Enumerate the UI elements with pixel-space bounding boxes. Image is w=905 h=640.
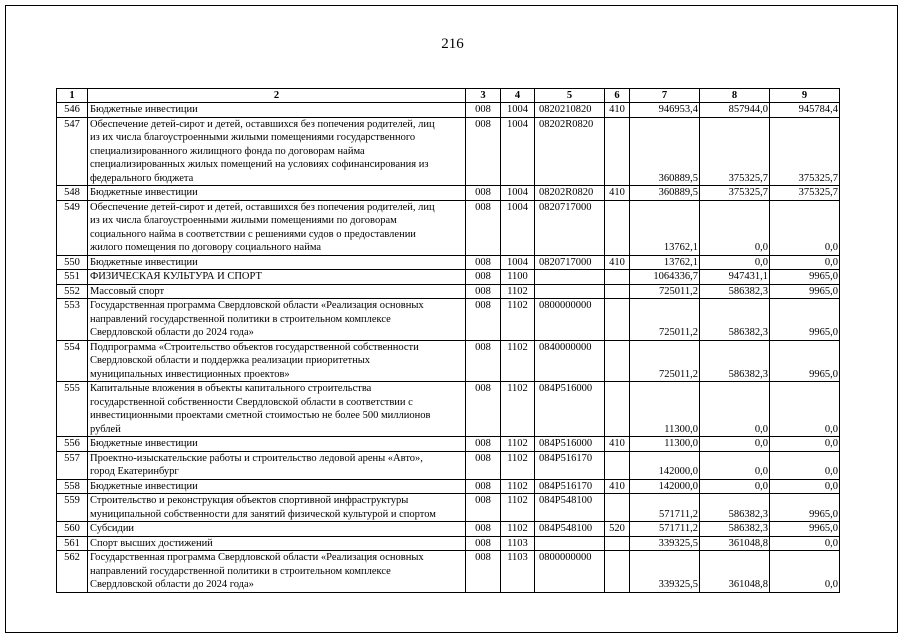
target-code-cell: 0820717000 bbox=[535, 255, 605, 270]
description-line: Спорт высших достижений bbox=[90, 537, 213, 549]
expense-type-cell bbox=[605, 299, 630, 341]
description-line: Строительство и реконструкция объектов спортивной инфраструктуры bbox=[90, 495, 409, 506]
description-cell bbox=[88, 551, 466, 593]
description-line: направлений государственной политики в строительном комплексе bbox=[90, 313, 391, 325]
ministry-code-cell: 008 bbox=[466, 270, 501, 285]
target-code-cell: 084P548100 bbox=[535, 522, 605, 537]
description-line: Капитальные вложения в объекты капитального строительства bbox=[90, 383, 372, 394]
amount-col7-cell: 142000,0 bbox=[630, 451, 700, 479]
ministry-code-cell: 008 bbox=[466, 382, 501, 437]
ministry-code-cell: 008 bbox=[466, 551, 501, 593]
row-number-cell: 556 bbox=[57, 437, 88, 452]
table-row bbox=[57, 117, 840, 186]
expense-type-cell bbox=[605, 494, 630, 522]
amount-col9-cell: 9965,0 bbox=[770, 522, 840, 537]
row-number-cell: 558 bbox=[57, 479, 88, 494]
amount-col8-cell: 586382,3 bbox=[700, 340, 770, 382]
target-code-cell: 08202R0820 bbox=[535, 117, 605, 186]
amount-col7-cell: 360889,5 bbox=[630, 186, 700, 201]
row-number-cell: 554 bbox=[57, 340, 88, 382]
description-line: Бюджетные инвестиции bbox=[90, 187, 198, 198]
description-line: федерального бюджета bbox=[90, 172, 194, 184]
expense-type-cell: 410 bbox=[605, 186, 630, 201]
ministry-code-cell: 008 bbox=[466, 284, 501, 299]
description-line: Бюджетные инвестиции bbox=[90, 256, 198, 268]
expense-type-cell bbox=[605, 451, 630, 479]
row-number-cell: 549 bbox=[57, 200, 88, 255]
description-line: Бюджетные инвестиции bbox=[90, 438, 198, 449]
description-line: рублей bbox=[90, 423, 121, 435]
amount-col9-cell: 9965,0 bbox=[770, 270, 840, 285]
target-code-cell bbox=[535, 270, 605, 285]
target-code-cell: 0800000000 bbox=[535, 299, 605, 341]
table-row bbox=[57, 284, 840, 299]
row-number-cell: 559 bbox=[57, 494, 88, 522]
expense-type-cell bbox=[605, 284, 630, 299]
amount-col9-cell: 0,0 bbox=[770, 437, 840, 452]
amount-col7-cell: 1064336,7 bbox=[630, 270, 700, 285]
amount-col7-cell: 339325,5 bbox=[630, 551, 700, 593]
section-code-cell: 1103 bbox=[501, 536, 535, 551]
amount-col9-cell: 375325,7 bbox=[770, 117, 840, 186]
target-code-cell: 0840000000 bbox=[535, 340, 605, 382]
description-line: муниципальных инвестиционных проектов» bbox=[90, 368, 290, 380]
description-cell bbox=[88, 382, 466, 437]
amount-col7-cell: 13762,1 bbox=[630, 255, 700, 270]
description-cell bbox=[88, 522, 466, 537]
expense-type-cell bbox=[605, 117, 630, 186]
expense-type-cell: 410 bbox=[605, 437, 630, 452]
description-line: из их числа благоустроенными жилыми помещениями государственного bbox=[90, 132, 416, 143]
amount-col8-cell: 857944,0 bbox=[700, 103, 770, 118]
section-code-cell: 1004 bbox=[501, 117, 535, 186]
amount-col7-cell: 13762,1 bbox=[630, 200, 700, 255]
description-cell bbox=[88, 299, 466, 341]
amount-col7-cell: 571711,2 bbox=[630, 522, 700, 537]
target-code-cell bbox=[535, 284, 605, 299]
description-line: Подпрограмма «Строительство объектов государственной собственности bbox=[90, 341, 419, 353]
table-row bbox=[57, 200, 840, 255]
target-code-cell: 084P516000 bbox=[535, 437, 605, 452]
amount-col8-cell: 375325,7 bbox=[700, 117, 770, 186]
target-code-cell: 084P516000 bbox=[535, 382, 605, 437]
header-cell: 9 bbox=[770, 89, 840, 103]
header-cell: 1 bbox=[57, 89, 88, 103]
table-row bbox=[57, 340, 840, 382]
description-cell bbox=[88, 494, 466, 522]
amount-col9-cell: 0,0 bbox=[770, 479, 840, 494]
header-cell: 7 bbox=[630, 89, 700, 103]
description-line: специализированных жилых помещений на условиях софинансирования из bbox=[90, 159, 429, 170]
expense-type-cell bbox=[605, 270, 630, 285]
page-number: 216 bbox=[441, 36, 464, 52]
amount-col7-cell: 571711,2 bbox=[630, 494, 700, 522]
header-cell: 5 bbox=[535, 89, 605, 103]
description-cell bbox=[88, 270, 466, 285]
expense-type-cell: 410 bbox=[605, 479, 630, 494]
description-line: Бюджетные инвестиции bbox=[90, 104, 198, 115]
target-code-cell: 084P516170 bbox=[535, 479, 605, 494]
row-number-cell: 550 bbox=[57, 255, 88, 270]
amount-col8-cell: 361048,8 bbox=[700, 551, 770, 593]
description-line: Государственная программа Свердловской области «Реализация основных bbox=[90, 300, 424, 311]
expense-type-cell bbox=[605, 382, 630, 437]
amount-col7-cell: 339325,5 bbox=[630, 536, 700, 551]
target-code-cell: 08202R0820 bbox=[535, 186, 605, 201]
amount-col7-cell: 142000,0 bbox=[630, 479, 700, 494]
description-cell bbox=[88, 103, 466, 118]
expense-type-cell bbox=[605, 340, 630, 382]
section-code-cell: 1102 bbox=[501, 284, 535, 299]
section-code-cell: 1102 bbox=[501, 522, 535, 537]
amount-col8-cell: 0,0 bbox=[700, 451, 770, 479]
header-cell: 2 bbox=[88, 89, 466, 103]
amount-col8-cell: 361048,8 bbox=[700, 536, 770, 551]
target-code-cell bbox=[535, 536, 605, 551]
description-line: из их числа благоустроенными жилыми помещениями по договорам bbox=[90, 215, 397, 226]
target-code-cell: 084P516170 bbox=[535, 451, 605, 479]
ministry-code-cell: 008 bbox=[466, 479, 501, 494]
expense-type-cell: 410 bbox=[605, 103, 630, 118]
description-line: жилого помещения по договору социального найма bbox=[90, 242, 322, 253]
amount-col7-cell: 725011,2 bbox=[630, 299, 700, 341]
row-number-cell: 560 bbox=[57, 522, 88, 537]
description-cell bbox=[88, 284, 466, 299]
row-number-cell: 561 bbox=[57, 536, 88, 551]
section-code-cell: 1102 bbox=[501, 340, 535, 382]
description-line: направлений государственной политики в строительном комплексе bbox=[90, 565, 391, 577]
amount-col7-cell: 360889,5 bbox=[630, 117, 700, 186]
amount-col9-cell: 375325,7 bbox=[770, 186, 840, 201]
row-number-cell: 548 bbox=[57, 186, 88, 201]
table-row bbox=[57, 551, 840, 593]
table-row bbox=[57, 255, 840, 270]
section-code-cell: 1004 bbox=[501, 255, 535, 270]
section-code-cell: 1102 bbox=[501, 299, 535, 341]
table-row bbox=[57, 103, 840, 118]
table-row bbox=[57, 186, 840, 201]
table-row bbox=[57, 299, 840, 341]
amount-col7-cell: 11300,0 bbox=[630, 382, 700, 437]
header-cell: 3 bbox=[466, 89, 501, 103]
description-cell bbox=[88, 536, 466, 551]
description-cell bbox=[88, 255, 466, 270]
amount-col8-cell: 947431,1 bbox=[700, 270, 770, 285]
target-code-cell: 0800000000 bbox=[535, 551, 605, 593]
table-row bbox=[57, 536, 840, 551]
ministry-code-cell: 008 bbox=[466, 103, 501, 118]
ministry-code-cell: 008 bbox=[466, 200, 501, 255]
ministry-code-cell: 008 bbox=[466, 451, 501, 479]
amount-col9-cell: 0,0 bbox=[770, 200, 840, 255]
description-line: Свердловской области до 2024 года» bbox=[90, 327, 254, 338]
description-cell bbox=[88, 340, 466, 382]
amount-col8-cell: 0,0 bbox=[700, 255, 770, 270]
section-code-cell: 1102 bbox=[501, 437, 535, 452]
description-line: Государственная программа Свердловской области «Реализация основных bbox=[90, 552, 424, 563]
expense-type-cell bbox=[605, 551, 630, 593]
amount-col9-cell: 0,0 bbox=[770, 451, 840, 479]
description-line: Массовый спорт bbox=[90, 285, 165, 297]
amount-col8-cell: 0,0 bbox=[700, 479, 770, 494]
amount-col7-cell: 11300,0 bbox=[630, 437, 700, 452]
amount-col7-cell: 725011,2 bbox=[630, 284, 700, 299]
section-code-cell: 1103 bbox=[501, 551, 535, 593]
table-row bbox=[57, 451, 840, 479]
amount-col8-cell: 0,0 bbox=[700, 200, 770, 255]
expense-type-cell: 520 bbox=[605, 522, 630, 537]
row-number-cell: 547 bbox=[57, 117, 88, 186]
ministry-code-cell: 008 bbox=[466, 117, 501, 186]
description-line: ФИЗИЧЕСКАЯ КУЛЬТУРА И СПОРТ bbox=[90, 271, 262, 282]
section-code-cell: 1102 bbox=[501, 494, 535, 522]
description-cell bbox=[88, 451, 466, 479]
expense-type-cell bbox=[605, 200, 630, 255]
description-line: специализированного жилищного фонда по договорам найма bbox=[90, 145, 365, 157]
description-cell bbox=[88, 200, 466, 255]
table-body bbox=[57, 103, 840, 593]
description-line: государственной собственности Свердловской области в соответствии с bbox=[90, 396, 413, 408]
description-line: Обеспечение детей-сирот и детей, оставшихся без попечения родителей, лиц bbox=[90, 201, 435, 213]
section-code-cell: 1004 bbox=[501, 200, 535, 255]
amount-col9-cell: 9965,0 bbox=[770, 494, 840, 522]
description-line: Свердловской области до 2024 года» bbox=[90, 579, 254, 590]
amount-col8-cell: 0,0 bbox=[700, 382, 770, 437]
amount-col7-cell: 946953,4 bbox=[630, 103, 700, 118]
amount-col8-cell: 0,0 bbox=[700, 437, 770, 452]
table-row bbox=[57, 494, 840, 522]
description-cell bbox=[88, 117, 466, 186]
amount-col9-cell: 945784,4 bbox=[770, 103, 840, 118]
description-line: город Екатеринбург bbox=[90, 466, 179, 477]
ministry-code-cell: 008 bbox=[466, 522, 501, 537]
row-number-cell: 551 bbox=[57, 270, 88, 285]
amount-col9-cell: 0,0 bbox=[770, 255, 840, 270]
description-line: Субсидии bbox=[90, 523, 135, 534]
table-row bbox=[57, 382, 840, 437]
ministry-code-cell: 008 bbox=[466, 299, 501, 341]
expense-type-cell bbox=[605, 536, 630, 551]
amount-col7-cell: 725011,2 bbox=[630, 340, 700, 382]
row-number-cell: 557 bbox=[57, 451, 88, 479]
description-line: социального найма в соответствии с решениями судов о предоставлении bbox=[90, 228, 416, 240]
section-code-cell: 1102 bbox=[501, 479, 535, 494]
row-number-cell: 562 bbox=[57, 551, 88, 593]
row-number-cell: 552 bbox=[57, 284, 88, 299]
section-code-cell: 1100 bbox=[501, 270, 535, 285]
description-line: Свердловской области и поддержка реализации приоритетных bbox=[90, 355, 371, 366]
description-line: Обеспечение детей-сирот и детей, оставшихся без попечения родителей, лиц bbox=[90, 118, 435, 130]
description-cell bbox=[88, 186, 466, 201]
amount-col8-cell: 586382,3 bbox=[700, 299, 770, 341]
amount-col8-cell: 375325,7 bbox=[700, 186, 770, 201]
table-row bbox=[57, 270, 840, 285]
ministry-code-cell: 008 bbox=[466, 186, 501, 201]
ministry-code-cell: 008 bbox=[466, 437, 501, 452]
section-code-cell: 1004 bbox=[501, 103, 535, 118]
ministry-code-cell: 008 bbox=[466, 536, 501, 551]
table-row bbox=[57, 479, 840, 494]
amount-col8-cell: 586382,3 bbox=[700, 284, 770, 299]
amount-col9-cell: 0,0 bbox=[770, 536, 840, 551]
row-number-cell: 553 bbox=[57, 299, 88, 341]
header-cell: 8 bbox=[700, 89, 770, 103]
ministry-code-cell: 008 bbox=[466, 494, 501, 522]
budget-table bbox=[56, 88, 840, 593]
amount-col9-cell: 0,0 bbox=[770, 551, 840, 593]
amount-col9-cell: 9965,0 bbox=[770, 340, 840, 382]
section-code-cell: 1004 bbox=[501, 186, 535, 201]
header-row bbox=[57, 89, 840, 103]
description-line: Проектно-изыскательские работы и строительство ледовой арены «Авто», bbox=[90, 452, 423, 464]
amount-col9-cell: 9965,0 bbox=[770, 299, 840, 341]
target-code-cell: 084P548100 bbox=[535, 494, 605, 522]
amount-col9-cell: 0,0 bbox=[770, 382, 840, 437]
amount-col8-cell: 586382,3 bbox=[700, 522, 770, 537]
table-row bbox=[57, 437, 840, 452]
section-code-cell: 1102 bbox=[501, 451, 535, 479]
ministry-code-cell: 008 bbox=[466, 340, 501, 382]
row-number-cell: 555 bbox=[57, 382, 88, 437]
section-code-cell: 1102 bbox=[501, 382, 535, 437]
expense-type-cell: 410 bbox=[605, 255, 630, 270]
description-line: инвестиционными проектами сметной стоимостью не более 500 миллионов bbox=[90, 410, 431, 421]
header-cell: 6 bbox=[605, 89, 630, 103]
description-line: муниципальной собственности для занятий физической культурой и спортом bbox=[90, 508, 436, 520]
description-line: Бюджетные инвестиции bbox=[90, 480, 198, 492]
target-code-cell: 0820210820 bbox=[535, 103, 605, 118]
description-cell bbox=[88, 437, 466, 452]
header-cell: 4 bbox=[501, 89, 535, 103]
ministry-code-cell: 008 bbox=[466, 255, 501, 270]
description-cell bbox=[88, 479, 466, 494]
table-row bbox=[57, 522, 840, 537]
amount-col9-cell: 9965,0 bbox=[770, 284, 840, 299]
amount-col8-cell: 586382,3 bbox=[700, 494, 770, 522]
row-number-cell: 546 bbox=[57, 103, 88, 118]
target-code-cell: 0820717000 bbox=[535, 200, 605, 255]
